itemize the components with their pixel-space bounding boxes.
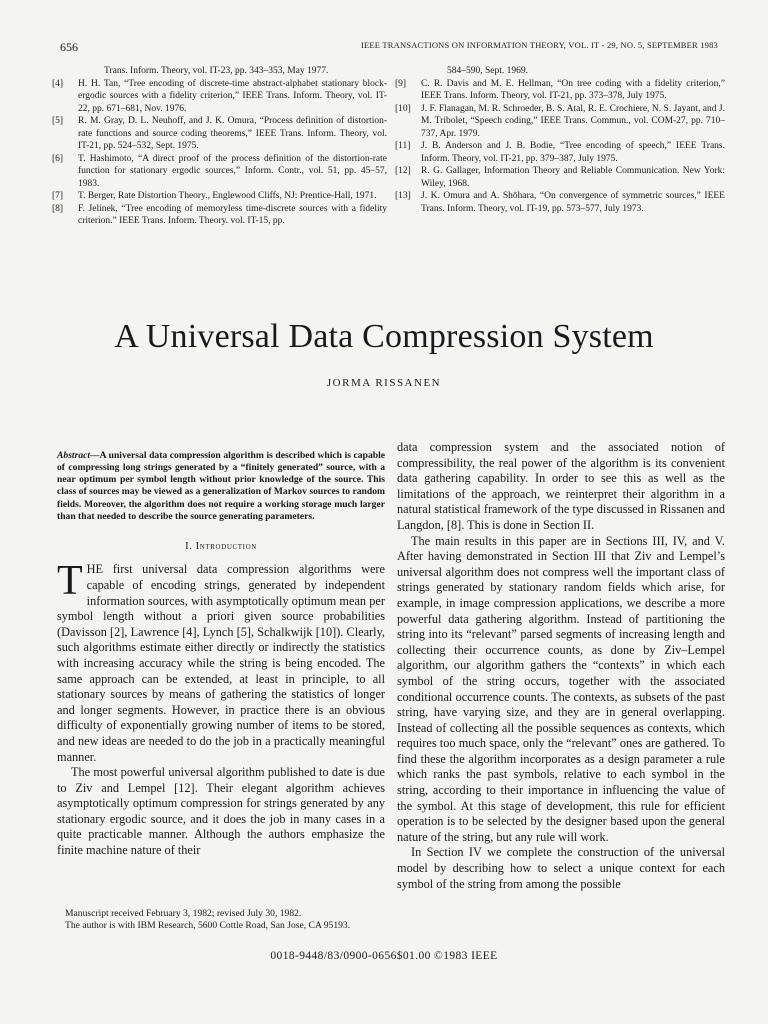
page-number: 656 [60,40,78,54]
footnote-affiliation: The author is with IBM Research, 5600 Cottle Road, San Jose, CA 95193. [65,919,351,931]
reference-entry: [11] J. B. Anderson and J. B. Bodie, “Tree encoding of speech,” IEEE Trans. Inform. Theory, vol. IT-21, pp. 379–387, July 1975. [395,141,725,164]
section-heading: I. Introduction [185,541,257,553]
manuscript-footnote [57,908,385,931]
reference-entry: [9] C. R. Davis and M. E. Hellman, “On tree coding with a fidelity criterion,” IEEE Trans. Inform. Theory, vol. IT-21, pp. 373–378, July 1975. [395,78,725,101]
intro-paragraph-2: The most powerful universal algorithm published to date is due to Ziv and Lempel [12]. Their elegant algorithm achieves asymptotically optimum compression for strings generated by any stationary ergodic source, and it does the job in many cases in a quite practicable manner. Although the authors emphasize the finite machine nature of their [57,765,385,858]
reference-entry: Trans. Inform. Theory, vol. IT-23, pp. 343–353, May 1977. [104,66,329,76]
drop-cap: T [57,558,83,605]
reference-entry: [8] F. Jelinek, “Tree encoding of memoryless time-discrete sources with a fidelity criterion.” IEEE Trans. Inform. Theory. vol. IT-15, pp. [52,203,387,226]
reference-entry: 584–590, Sept. 1969. [447,66,529,76]
reference-entry: [6] T. Hashimoto, “A direct proof of the process definition of the distortion-rate function for stationary ergodic sources,” Inform. Contr., vol. 51, pp. 45–57, 1983. [52,153,387,189]
copyright-footer: 0018-9448/83/0900-0656$01.00 ©1983 IEEE [270,950,498,962]
intro-paragraph-1: THE first universal data compression algorithms were capable of encoding strings, generated by independent information sources, with asymptotically optimum mean per symbol length without a priori given source probabilities (Davisson [2], Lawrence [4], Lynch [5], Schalkwijk [10]). Clearly, such algorithms estimate either directly or indirectly the statistics with increasing accuracy while the string is being encoded. The same approach can be extended, at least in principle, to all stationary sources by means of gathering the statistics of longer and longer segments. However, in practice there is an obvious difficulty of exponentially growing number of items to be stored, and new ideas are needed to do the job in a practically meaningful manner. [57,558,385,764]
author-name: JORMA RISSANEN [326,377,442,389]
reference-entry: [5] R. M. Gray, D. L. Neuhoff, and J. K. Omura, “Process definition of distortion-rate functions and source coding theorems,” IEEE Trans. Inform. Theory, vol. IT-21, pp. 524–532, Sept. 1975. [52,116,387,151]
footnote-received: Manuscript received February 3, 1982; revised July 30, 1982. [65,908,302,919]
body-paragraph: In Section IV we complete the construction of the universal model by describing how to select a unique context for each symbol of the string from among the possible [397,845,725,891]
reference-entry: [7] T. Berger, Rate Distortion Theory., Englewood Cliffs, NJ: Prentice-Hall, 1971. [52,191,377,201]
abstract-text: A universal data compression algorithm is described which is capable of compressing long strings generated by a “finitely generated” source, with a near optimum per symbol length without prior knowledge of the source. This class of sources may be viewed as a generalization of Markov sources to random fields. Moreover, the algorithm does not require a working storage much larger than that needed to describe the source generating parameters. [57,449,385,523]
article-title: A Universal Data Compression System [114,318,654,355]
journal-header: IEEE TRANSACTIONS ON INFORMATION THEORY, VOL. IT - 29, NO. 5, SEPTEMBER 1983 [360,40,718,50]
right-text-column [397,440,725,892]
reference-entry: [10] J. F. Flanagan, M. R. Schroeder, B. S. Atal, R. E. Crochiere, N. S. Jayant, and J. M. Tribolet, “Speech coding,” IEEE Trans. Commun., vol. COM-27, pp. 710–737, Apr. 1979. [395,103,725,139]
references-right-column [395,65,725,215]
reference-entry: [4] H. H. Tan, “Tree encoding of discrete-time abstract-alphabet stationary block-ergodic sources with a fidelity criterion,” IEEE Trans. Inform. Theory, vol. IT-22, pp. 671–681, Nov. 1976. [52,78,387,114]
abstract [57,450,385,524]
abstract-label: Abstract— [57,449,100,461]
body-paragraph: data compression system and the associated notion of compressibility, the real power of the algorithm is its convenient data gathering capability. In order to see this as well as the limitations of the approach, we reinterpret their algorithm in a natural statistical framework of the type discussed in Rissanen and Langdon, [8]. This is done in Section II. [397,440,725,532]
body-paragraph: The main results in this paper are in Sections III, IV, and V. After having demonstrated in Section III that Ziv and Lempel’s universal algorithm does not compress well the important class of strings generated by stationary random fields which arise, for example, in image compression applications, we describe a more powerful data gathering algorithm. Instead of partitioning the string into its “relevant” parsed segments of increasing length and collecting their occurrence counts, as done by Ziv–Lempel algorithm, our algorithm gathers the “contexts” in which each symbol of the string occurs, together with the associated conditional occurrence counts. The contexts, as subsets of the past string, have varying size, and they are in general overlapping. Instead of collecting all the possible sequences as contexts, which requires too much space, only the “relevant” ones are gathered. To find these the algorithm incorporates as a design parameter a rule which ranks the past symbols, relative to each symbol in the string, according to their importance in influencing the value of the symbol. At this stage of development, this rule for efficient operation is to be selected by the designer based upon the general nature of the string, but any rule will work. [397,533,725,844]
left-text-column [57,440,385,859]
reference-entry: [13] J. K. Omura and A. Shōhara, “On convergence of symmetric sources,” IEEE Trans. Inform. Theory, vol. IT-19, pp. 573–577, July 1973. [395,191,725,214]
references-left-column [52,65,387,228]
reference-entry: [12] R. G. Gallager, Information Theory and Reliable Communication. New York: Wiley, 1968. [395,166,725,189]
